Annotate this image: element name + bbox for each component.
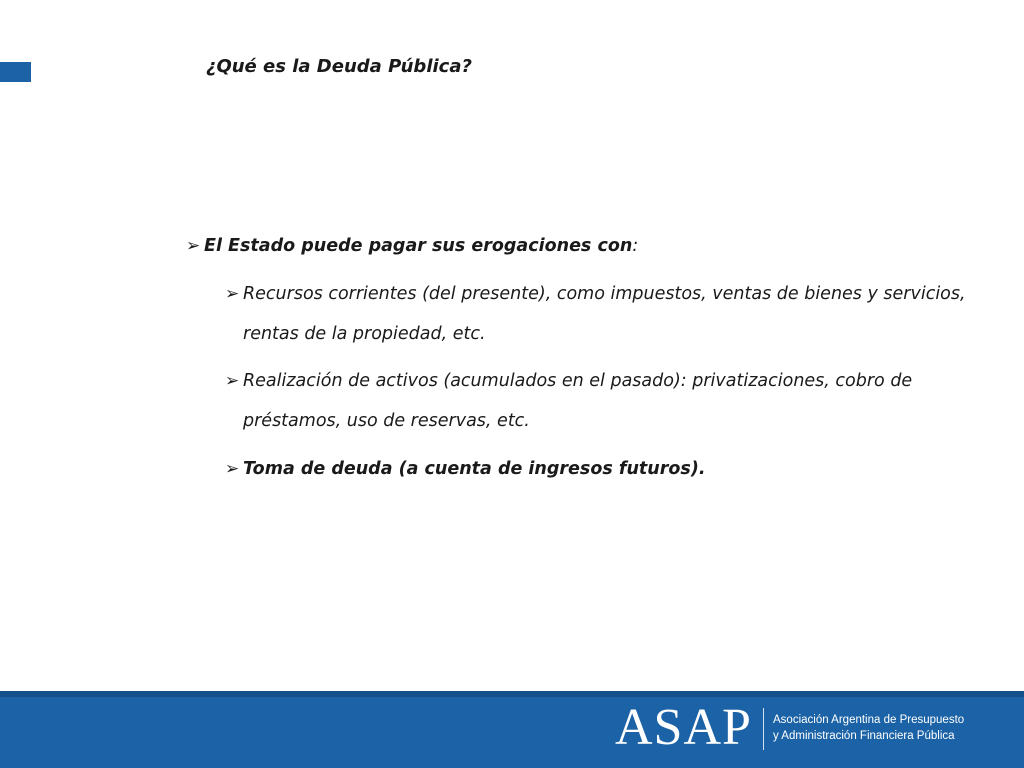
list-item-continuation: [225, 321, 486, 347]
list-item: [225, 368, 912, 394]
intro-colon: :: [632, 236, 639, 256]
arrowhead-bullet-icon: ➢: [225, 284, 240, 304]
title-accent-block: [0, 62, 31, 82]
logo-divider: [763, 708, 764, 750]
list-item-text: Realización de activos (acumulados en el pasado): privatizaciones, cobro de: [243, 371, 913, 391]
slide-title: ¿Qué es la Deuda Pública?: [206, 56, 472, 77]
intro-text: El Estado puede pagar sus erogaciones con: [204, 236, 633, 256]
arrowhead-bullet-icon: ➢: [225, 459, 240, 479]
list-item-text: Recursos corrientes (del presente), como impuestos, ventas de bienes y servicios,: [243, 284, 966, 304]
list-item-text: Toma de deuda (a cuenta de ingresos futuros).: [243, 459, 706, 479]
organization-name: [773, 712, 964, 744]
list-item-continuation: [225, 408, 530, 434]
list-item: [225, 281, 966, 307]
intro-bullet: [186, 233, 638, 259]
arrowhead-bullet-icon: ➢: [225, 371, 240, 391]
asap-logo: ASAP: [615, 699, 752, 756]
list-item: [225, 456, 705, 482]
arrowhead-bullet-icon: ➢: [186, 236, 201, 256]
organization-name-line-1: Asociación Argentina de Presupuesto: [773, 714, 965, 726]
organization-name-line-2: y Administración Financiera Pública: [773, 730, 955, 742]
footer-bar: [0, 691, 1024, 768]
footer-top-shade: [0, 691, 1024, 697]
list-item-text: préstamos, uso de reservas, etc.: [243, 411, 530, 431]
list-item-text: rentas de la propiedad, etc.: [243, 324, 486, 344]
